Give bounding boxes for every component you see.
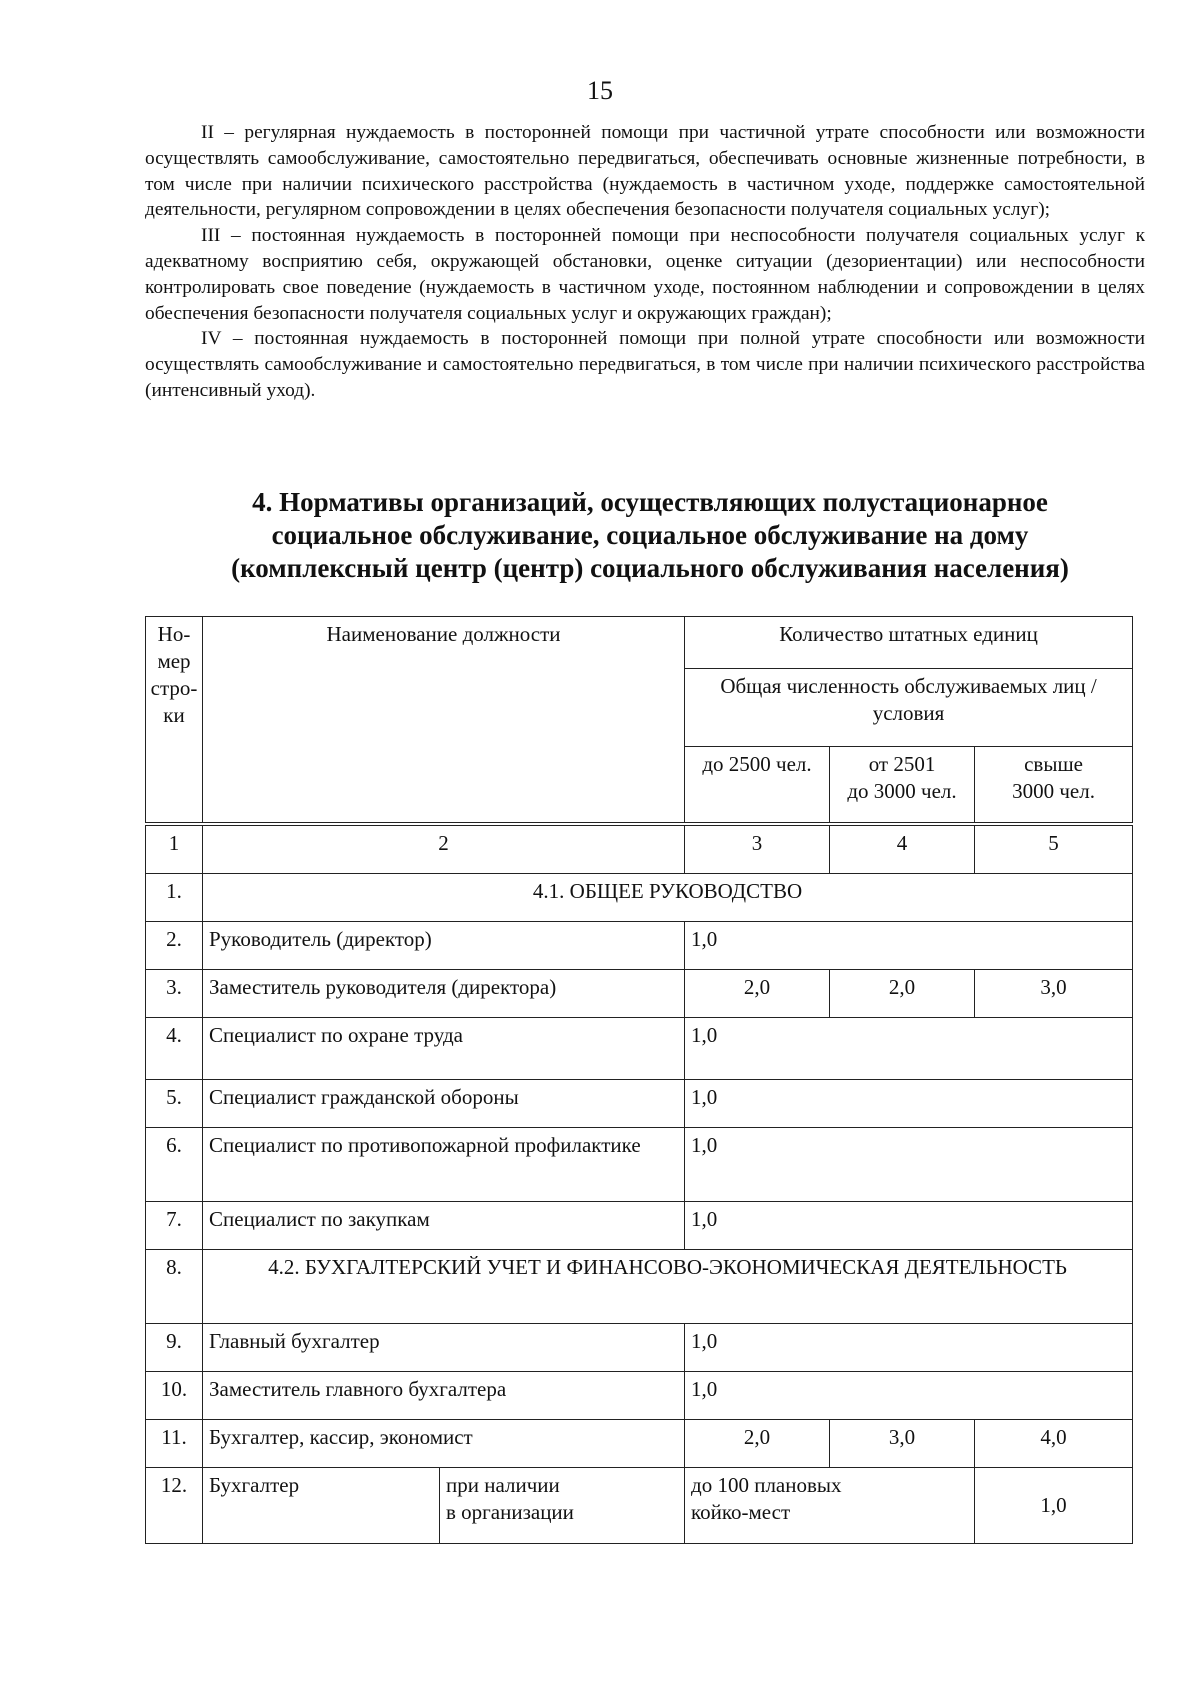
header-position-name: Наименование должности	[203, 617, 685, 823]
header-col-2501-3000: от 2501 до 3000 чел.	[830, 747, 975, 823]
table-row	[146, 1202, 1133, 1250]
table-row	[146, 1128, 1133, 1202]
staff-value-up-to-2500: 2,0	[685, 1420, 830, 1468]
staff-value-over-3000: 4,0	[975, 1420, 1133, 1468]
section-heading-line: 4. Нормативы организаций, осуществляющих полустационарное	[252, 487, 1048, 517]
table-row	[146, 1018, 1133, 1080]
column-number: 5	[975, 826, 1133, 874]
table-row	[146, 1468, 1133, 1544]
table-row	[146, 1250, 1133, 1324]
staff-value: 1,0	[685, 1018, 1133, 1080]
position-name: Руководитель (директор)	[203, 922, 685, 970]
header-served-total: Общая численность обслуживаемых лиц / условия	[685, 669, 1133, 747]
column-number: 2	[203, 826, 685, 874]
column-number: 3	[685, 826, 830, 874]
position-name: Специалист гражданской обороны	[203, 1080, 685, 1128]
header-col-over-3000: свыше 3000 чел.	[975, 747, 1133, 823]
table-row	[146, 970, 1133, 1018]
column-number: 4	[830, 826, 975, 874]
row-number: 1.	[146, 874, 203, 922]
section-row-title: 4.1. ОБЩЕЕ РУКОВОДСТВО	[203, 874, 1133, 922]
row-number: 10.	[146, 1372, 203, 1420]
row-number: 7.	[146, 1202, 203, 1250]
header-row-number: Но- мер стро- ки	[146, 617, 203, 823]
row-number: 2.	[146, 922, 203, 970]
paragraph-level-3: III – постоянная нуждаемость в посторонней помощи при неспособности получателя социальных услуг к адекватному восприятию себя, окружающей обстановки, оценке ситуации (дезориентации) или неспособности контролировать свое поведение (нуждаемость в частичном уходе, постоянном наблюдении и сопровождении в целях обеспечения безопасности получателя социальных услуг и окружающих граждан);	[145, 225, 1145, 324]
row-number: 5.	[146, 1080, 203, 1128]
row-number: 11.	[146, 1420, 203, 1468]
table-row	[146, 874, 1133, 922]
paragraph-level-2: II – регулярная нуждаемость в посторонней помощи при частичной утрате способности или возможности осуществлять самообслуживание, самостоятельно передвигаться, обеспечивать основные жизненные потребности, в том числе при наличии психического расстройства (нуждаемость в частичном уходе, поддержке самостоятельной деятельности, регулярном сопровождении в целях обеспечения безопасности получателя социальных услуг);	[145, 122, 1145, 221]
staff-value-up-to-2500: 2,0	[685, 970, 830, 1018]
row-number: 12.	[146, 1468, 203, 1544]
table-row	[146, 1420, 1133, 1468]
staff-value: 1,0	[685, 1324, 1133, 1372]
body-text	[145, 120, 1145, 404]
staff-value-2501-3000: 2,0	[830, 970, 975, 1018]
paragraph-level-4: IV – постоянная нуждаемость в посторонней помощи при полной утрате способности или возможности осуществлять самообслуживание и самостоятельно передвигаться, в том числе при наличии психического расстройства (интенсивный уход).	[145, 328, 1145, 401]
table-row	[146, 1324, 1133, 1372]
position-name: Бухгалтер, кассир, экономист	[203, 1420, 685, 1468]
section-row-title: 4.2. БУХГАЛТЕРСКИЙ УЧЕТ И ФИНАНСОВО-ЭКОНОМИЧЕСКАЯ ДЕЯТЕЛЬНОСТЬ	[203, 1250, 1133, 1324]
staff-norms-table	[145, 616, 1133, 1544]
header-col-up-to-2500: до 2500 чел.	[685, 747, 830, 823]
header-staff-units: Количество штатных единиц	[685, 617, 1133, 669]
staff-value-2501-3000: 3,0	[830, 1420, 975, 1468]
position-name: Главный бухгалтер	[203, 1324, 685, 1372]
staff-value: 1,0	[685, 1202, 1133, 1250]
section-heading	[140, 486, 1160, 585]
position-name: Заместитель руководителя (директора)	[203, 970, 685, 1018]
condition-value: до 100 плановых койко-мест	[685, 1468, 975, 1544]
position-condition: при наличии в организации	[440, 1468, 685, 1544]
column-number: 1	[146, 826, 203, 874]
staff-value: 1,0	[685, 1128, 1133, 1202]
row-number: 6.	[146, 1128, 203, 1202]
staff-value: 1,0	[685, 1080, 1133, 1128]
table-row	[146, 1080, 1133, 1128]
position-name: Специалист по закупкам	[203, 1202, 685, 1250]
staff-value: 1,0	[685, 1372, 1133, 1420]
section-heading-line: социальное обслуживание, социальное обслуживание на дому	[271, 520, 1029, 550]
staff-value: 1,0	[685, 922, 1133, 970]
section-heading-line: (комплексный центр (центр) социального обслуживания населения)	[231, 553, 1069, 583]
row-number: 4.	[146, 1018, 203, 1080]
row-number: 3.	[146, 970, 203, 1018]
table-row	[146, 1372, 1133, 1420]
position-name: Бухгалтер	[203, 1468, 440, 1544]
position-name: Заместитель главного бухгалтера	[203, 1372, 685, 1420]
row-number: 8.	[146, 1250, 203, 1324]
row-number: 9.	[146, 1324, 203, 1372]
position-name: Специалист по охране труда	[203, 1018, 685, 1080]
position-name: Специалист по противопожарной профилактике	[203, 1128, 685, 1202]
page-number: 15	[587, 76, 613, 105]
staff-value: 1,0	[975, 1468, 1133, 1544]
table-row	[146, 922, 1133, 970]
staff-value-over-3000: 3,0	[975, 970, 1133, 1018]
